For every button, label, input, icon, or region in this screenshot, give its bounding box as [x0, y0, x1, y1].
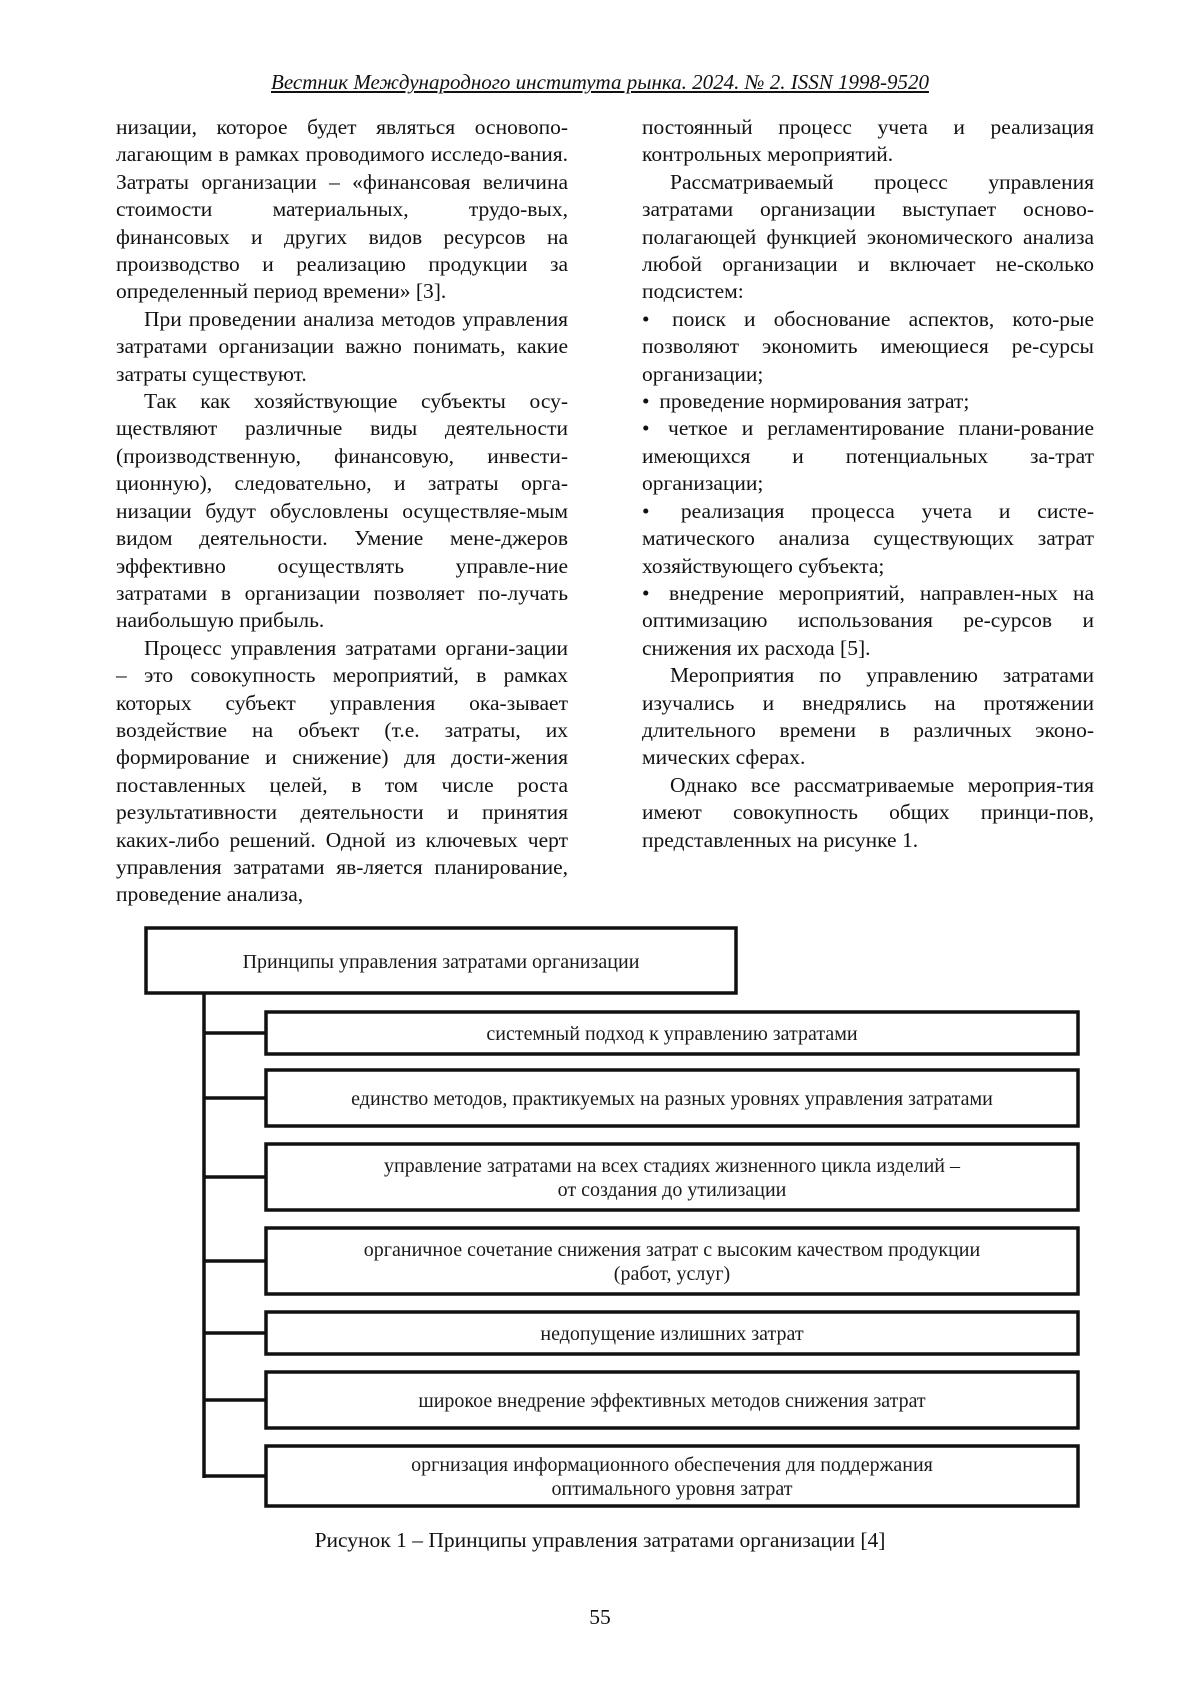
bullet-text: поиск и обоснование аспектов, кото-рые позволяют экономить имеющиеся ре-сурсы организации; [642, 306, 1095, 386]
bullet-text: реализация процесса учета и систе-матического анализа существующих затрат хозяйствующего субъекта; [642, 498, 1095, 578]
left-paragraph-4: Процесс управления затратами органи-зации – это совокупность мероприятий, в рамках которых субъект управления ока-зывает воздействие на объект (т.е. затраты, их формирование и снижение) для дости-жения поставленных целей, в том числе роста результативности деятельности и принятия каких-либо решений. Одной из ключевых черт управления затратами яв-ляется планирование, проведение анализа, [116, 635, 568, 907]
diagram-item-label-1: системный подход к управлению затратами [486, 1023, 858, 1045]
diagram-item-label-4: органичное сочетание снижения затрат с высоким качеством продукции [363, 1239, 981, 1261]
diagram-item-label-7: оргнизация информационного обеспечения для поддержания [411, 1454, 933, 1476]
bullet-text: четкое и регламентирование плани-рование имеющихся и потенциальных за-трат организации; [642, 416, 1094, 496]
diagram-item-label-7: оптимального уровня затрат [551, 1478, 793, 1500]
diagram-item-label-4: (работ, услуг) [613, 1263, 731, 1285]
left-paragraph-3: Так как хозяйствующие субъекты осу-ществляют различные виды деятельности (производственную, финансовую, инвести-ционную), следовательно, и затраты орга-низации будут обусловлены осуществляе-мым видом деятельности. Умение мене-джеров эффективно осуществлять управле-ние затратами в организации позволяет по-лучать наибольшую прибыль. [116, 389, 568, 633]
journal-header: Вестник Международного института рынка. 2024. № 2. ISSN 1998-9520 [271, 70, 929, 94]
diagram-item-label-5: недопущение излишних затрат [540, 1323, 804, 1345]
left-paragraph-2: При проведении анализа методов управления затратами организации важно понимать, какие затраты существуют. [116, 306, 568, 386]
diagram-item-label-6: широкое внедрение эффективных методов снижения затрат [418, 1390, 926, 1412]
diagram-item-label-2: единство методов, практикуемых на разных уровнях управления затратами [351, 1088, 993, 1110]
bullet-icon: • [642, 498, 650, 523]
bullet-icon: • [642, 580, 650, 605]
right-paragraph-3: Мероприятия по управлению затратами изучались и внедрялись на протяжении длительного времени в различных эконо-мических сферах. [642, 663, 1094, 770]
bullet-icon: • [642, 416, 650, 441]
bullet-icon: • [642, 306, 650, 331]
bullet-text: проведение нормирования затрат; [659, 389, 970, 414]
diagram-root-label: Принципы управления затратами организации [242, 951, 640, 973]
diagram-item-label-3: от создания до утилизации [557, 1179, 787, 1201]
right-paragraph-2: Рассматриваемый процесс управления затратами организации выступает осново-полагающей функцией экономического анализа любой организации и включает не-сколько подсистем: [642, 169, 1094, 304]
right-paragraph-4: Однако все рассматриваемые мероприя-тия имеют совокупность общих принци-пов, представленных на рисунке 1. [642, 772, 1094, 852]
right-paragraph-1: постоянный процесс учета и реализация контрольных мероприятий. [642, 115, 1094, 167]
figure-caption: Рисунок 1 – Принципы управления затратами организации [4] [314, 1528, 886, 1552]
page-number: 55 [589, 1605, 611, 1629]
diagram-item-label-3: управление затратами на всех стадиях жизненного цикла изделий – [384, 1155, 960, 1177]
left-paragraph-1: низации, которое будет являться основопо-лагающим в рамках проводимого исследо-вания. Затраты организации – «финансовая величина стоимости материальных, трудо-вых, финансовых и других видов ресурсов на производство и реализацию продукции за определенный период времени» [3]. [116, 115, 568, 304]
bullet-text: внедрение мероприятий, направлен-ных на оптимизацию использования ре-сурсов и снижения их расхода [5]. [642, 580, 1095, 660]
bullet-icon: • [642, 389, 650, 414]
